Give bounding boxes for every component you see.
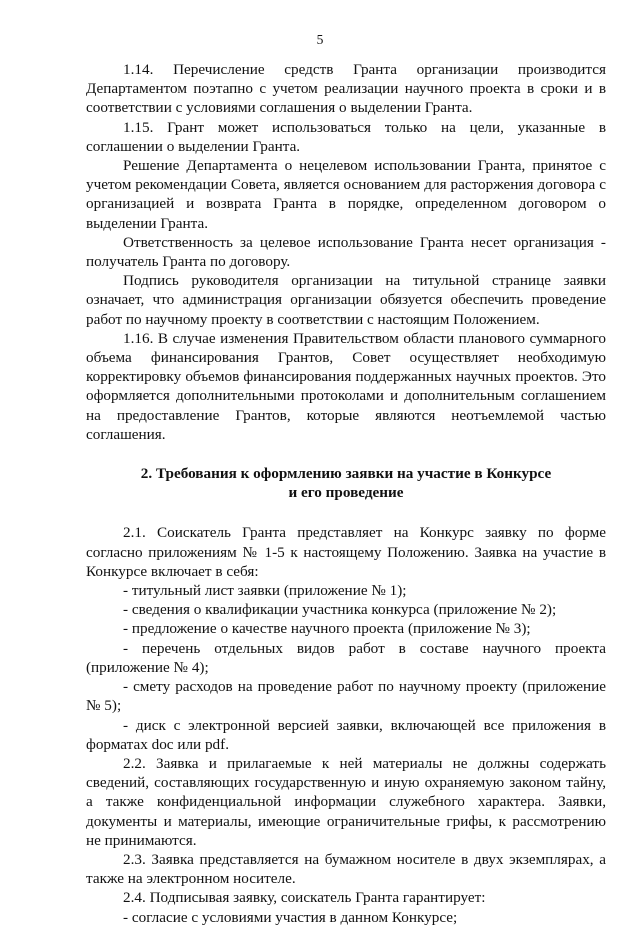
page-content <box>86 60 606 927</box>
paragraph-2-3: 2.3. Заявка представляется на бумажном носителе в двух экземплярах, а также на электронном носителе. <box>86 850 606 888</box>
paragraph-2-2: 2.2. Заявка и прилагаемые к ней материалы не должны содержать сведений, составляющих государственную и иную охраняемую законом тайну, а также конфиденциальной информации служебного характера. Заявки, документы и материалы, имеющие ограничительные грифы, к рассмотрению не принимаются. <box>86 754 606 849</box>
list-item-qualification: - сведения о квалификации участника конкурса (приложение № 2); <box>123 601 557 619</box>
list-item-title-page: - титульный лист заявки (приложение № 1); <box>123 582 407 600</box>
paragraph-responsibility: Ответственность за целевое использование Гранта несет организация - получатель Гранта по договору. <box>86 233 606 271</box>
section-2-heading-line1: 2. Требования к оформлению заявки на участие в Конкурсе <box>140 465 552 483</box>
paragraph-1-15: 1.15. Грант может использоваться только на цели, указанные в соглашении о выделении Гранта. <box>86 118 606 155</box>
paragraph-1-16: 1.16. В случае изменения Правительством области планового суммарного объема финансирования Грантов, Совет осуществляет необходимую корректировку объемов финансирования поддержанных научных проектов. Это оформляется дополнительными протоколами и дополнительным соглашением на предоставление Грантов, которые являются неотъемлемой частью соглашения. <box>86 329 606 443</box>
paragraph-1-14: 1.14. Перечисление средств Гранта организации производится Департаментом поэтапно с учетом реализации научного проекта в сроки и в соответствии с условиями соглашения о выделении Гранта. <box>86 61 606 117</box>
section-2-heading <box>86 464 606 502</box>
list-item-quality: - предложение о качестве научного проекта (приложение № 3); <box>123 620 531 638</box>
paragraph-signature: Подпись руководителя организации на титульной странице заявки означает, что администрация организации обязуется обеспечить проведение работ по научному проекту в соответствии с настоящим Положением. <box>86 272 606 328</box>
list-item-consent: - согласие с условиями участия в данном Конкурсе; <box>123 908 458 926</box>
page-number: 5 <box>316 32 324 47</box>
paragraph-2-4: 2.4. Подписывая заявку, соискатель Гранта гарантирует: <box>123 889 486 907</box>
section-2-heading-line2: и его проведение <box>288 484 404 502</box>
list-item-disk: - диск с электронной версией заявки, включающей все приложения в форматах doc или pdf. <box>86 716 606 753</box>
paragraph-decision: Решение Департамента о нецелевом использовании Гранта, принятое с учетом рекомендации Совета, является основанием для расторжения договора с организацией и возврата Гранта в порядке, определенном договором о выделении Гранта. <box>86 157 606 232</box>
list-item-works: - перечень отдельных видов работ в составе научного проекта (приложение № 4); <box>86 639 606 676</box>
paragraph-2-1: 2.1. Соискатель Гранта представляет на Конкурс заявку по форме согласно приложениям № 1-5 к настоящему Положению. Заявка на участие в Конкурсе включает в себя: <box>86 524 606 580</box>
list-item-estimate: - смету расходов на проведение работ по научному проекту (приложение № 5); <box>86 678 606 715</box>
